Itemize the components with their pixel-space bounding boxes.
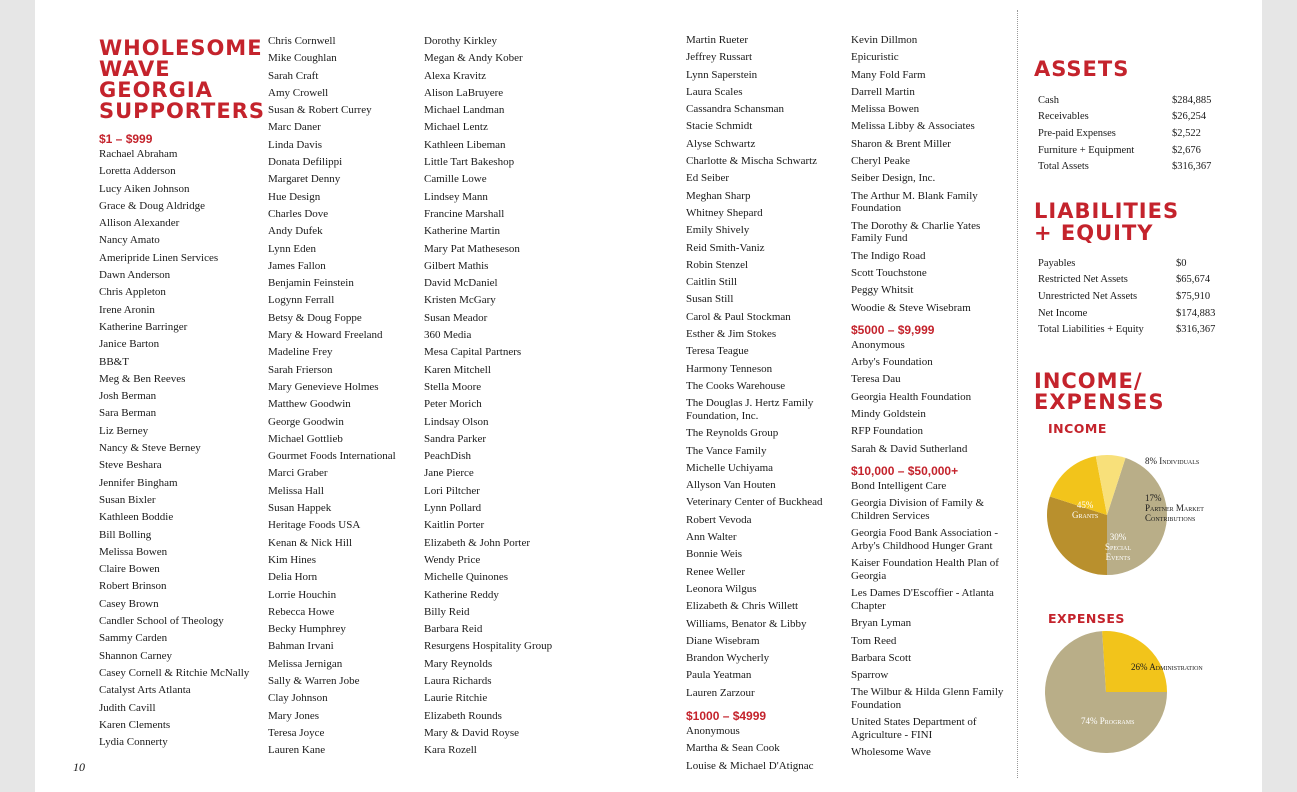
name-list (851, 337, 1011, 458)
supporter-name: Arby's Foundation (851, 356, 933, 369)
label-programs: 74% Programs (1081, 716, 1135, 726)
supporter-name: Elizabeth & John Porter (424, 536, 531, 549)
supporter-name: Nancy Amato (99, 234, 160, 247)
supporter-name: Judith Cavill (99, 701, 156, 714)
supporter-name: Louise & Michael D'Atignac (686, 759, 814, 772)
supporter-name: The Douglas J. Hertz Family Foundation, Inc. (686, 397, 814, 422)
financial-label: Furniture + Equipment (1038, 144, 1135, 156)
financial-label: Total Assets (1038, 161, 1089, 173)
supporter-name: Ed Seiber (686, 172, 730, 185)
supporter-name: Katherine Martin (424, 225, 501, 238)
supporter-name: Janice Barton (99, 338, 160, 351)
supporter-name: Francine Marshall (424, 207, 505, 220)
heading-line: INCOME/ (1034, 369, 1143, 393)
name-list (686, 32, 844, 702)
supporter-name: Paula Yeatman (686, 669, 752, 682)
supporter-name: Casey Cornell & Ritchie McNally (99, 666, 250, 679)
supporter-name: Laura Scales (686, 85, 743, 98)
label-line: Special (1105, 542, 1132, 552)
name-list (851, 478, 1011, 762)
supporters-column-4 (686, 32, 844, 775)
supporter-name: Kenan & Nick Hill (268, 536, 353, 549)
supporter-name: Susan Still (686, 293, 734, 306)
supporter-name: Chris Cornwell (268, 35, 336, 47)
supporter-name: Barbara Scott (851, 651, 912, 664)
financial-row (1034, 255, 1215, 272)
supporter-name: Teresa Teague (686, 345, 749, 358)
supporter-name: Anonymous (686, 724, 740, 737)
financial-value: $174,883 (1176, 307, 1216, 319)
supporter-name: George Goodwin (268, 415, 344, 428)
label-line: 17% (1145, 493, 1162, 503)
label-line: Partner Market (1145, 503, 1204, 513)
supporter-name: Candler School of Theology (99, 615, 224, 628)
supporter-name: Sparrow (851, 669, 889, 682)
supporter-name: James Fallon (268, 259, 326, 272)
supporter-name: Reid Smith-Vaniz (686, 241, 765, 254)
financial-value: $2,522 (1172, 127, 1201, 139)
supporter-name: Susan Happek (268, 502, 332, 515)
financial-value: $316,367 (1176, 324, 1216, 336)
supporter-name: Robin Stenzel (686, 258, 749, 271)
supporter-name: Lori Piltcher (424, 484, 480, 497)
label-line: Contributions (1145, 513, 1196, 523)
financial-value: $316,367 (1172, 161, 1212, 173)
title-line: WAVE (99, 57, 171, 81)
report-page (35, 0, 1262, 792)
supporter-name: Bonnie Weis (686, 548, 743, 561)
supporter-name: United States Department of Agriculture - FINI (851, 716, 977, 741)
supporter-name: Michelle Quinones (424, 571, 509, 584)
supporter-name: Madeline Frey (268, 346, 333, 359)
supporter-name: Lucy Aiken Johnson (99, 182, 190, 195)
supporter-name: Mary Pat Matheseson (424, 242, 520, 255)
supporter-name: Bahman Irvani (268, 640, 334, 653)
supporter-name: Esther & Jim Stokes (686, 328, 777, 341)
supporter-name: Nancy & Steve Berney (99, 442, 201, 455)
label-line: Grants (1072, 510, 1099, 520)
supporter-name: Camille Lowe (424, 173, 487, 186)
supporter-name: Susan Bixler (99, 493, 156, 506)
supporter-name: Little Tart Bakeshop (424, 156, 515, 169)
title-line: GEORGIA (99, 78, 213, 102)
supporter-name: Williams, Benator & Libby (686, 617, 807, 630)
supporter-name: Margaret Denny (268, 173, 341, 186)
financial-label: Total Liabilities + Equity (1038, 324, 1144, 336)
assets-heading: ASSETS (1034, 57, 1130, 81)
supporter-name: Les Dames D'Escoffier - Atlanta Chapter (851, 587, 994, 612)
supporter-name: Lynn Pollard (424, 502, 482, 515)
supporter-name: Michael Lentz (424, 121, 488, 134)
supporter-name: Mike Coughlan (268, 52, 337, 65)
supporter-name: Whitney Shepard (686, 206, 763, 219)
financial-row (1034, 92, 1211, 109)
supporter-name: Becky Humphrey (268, 623, 346, 636)
supporter-name: Georgia Health Foundation (851, 390, 972, 403)
supporter-name: Mary & David Royse (424, 726, 520, 739)
financial-value: $75,910 (1176, 290, 1211, 302)
supporter-name: Marci Graber (268, 467, 328, 480)
supporter-name: Allison Alexander (99, 217, 180, 230)
financial-row (1034, 109, 1211, 126)
supporter-name: Mary & Howard Freeland (268, 329, 383, 342)
supporter-name: Megan & Andy Kober (424, 52, 523, 65)
supporter-name: Dawn Anderson (99, 269, 171, 282)
supporter-name: RFP Foundation (851, 425, 924, 438)
supporter-name: Darrell Martin (851, 85, 915, 98)
supporter-name: Meghan Sharp (686, 189, 751, 202)
supporter-name: Betsy & Doug Foppe (268, 311, 362, 324)
supporter-name: Cassandra Schansman (686, 103, 785, 116)
supporter-name: Carol & Paul Stockman (686, 310, 791, 323)
supporter-name: Georgia Division of Family & Children Services (851, 497, 985, 522)
supporter-name: Stella Moore (424, 380, 482, 393)
supporter-name: Liz Berney (99, 424, 149, 437)
supporter-name: Robert Brinson (99, 580, 167, 593)
supporter-name: Peter Morich (424, 398, 482, 411)
financial-row (1034, 321, 1215, 338)
financial-row (1034, 125, 1211, 142)
column-divider (1017, 10, 1018, 778)
supporter-name: Delia Horn (268, 571, 318, 584)
supporter-name: Hue Design (268, 190, 321, 203)
supporter-name: Teresa Dau (851, 373, 901, 386)
heading-line: + EQUITY (1034, 221, 1154, 245)
supporter-name: Caitlin Still (686, 276, 738, 289)
supporter-name: Tom Reed (851, 634, 897, 647)
supporter-name: Michael Gottlieb (268, 432, 343, 445)
supporter-name: Wendy Price (424, 553, 481, 566)
supporter-name: Sammy Carden (99, 632, 168, 645)
supporter-name: Peggy Whitsit (851, 284, 914, 297)
supporter-name: Benjamin Feinstein (268, 277, 354, 290)
title-line: WHOLESOME (99, 36, 263, 60)
supporter-name: Gilbert Mathis (424, 259, 489, 272)
supporter-name: Emily Shively (686, 224, 750, 237)
supporter-name: Karen Clements (99, 719, 171, 731)
name-list (424, 33, 594, 759)
supporter-name: Katherine Barringer (99, 320, 188, 333)
supporter-name: Elizabeth Rounds (424, 709, 502, 722)
supporter-name: Melissa Hall (268, 484, 324, 497)
supporter-name: Lindsay Olson (424, 415, 489, 428)
supporter-name: Marc Daner (268, 121, 321, 134)
financial-value: $284,885 (1172, 94, 1212, 106)
supporters-column-1 (99, 132, 269, 752)
supporter-name: Sally & Warren Jobe (268, 674, 360, 687)
supporter-name: Jeffrey Russart (686, 51, 753, 64)
supporter-name: The Cooks Warehouse (686, 379, 786, 392)
liabilities-table (1034, 255, 1215, 338)
supporter-name: The Reynolds Group (686, 427, 779, 440)
supporter-name: Donata Defilippi (268, 156, 343, 169)
financial-row (1034, 142, 1211, 159)
financial-row (1034, 305, 1215, 322)
supporter-name: Kathleen Boddie (99, 511, 174, 524)
supporter-name: The Wilbur & Hilda Glenn Family Foundation (851, 686, 1004, 711)
supporter-name: Sandra Parker (424, 432, 487, 445)
supporter-name: Loretta Adderson (99, 165, 176, 178)
supporter-name: Georgia Food Bank Association - Arby's Childhood Hunger Grant (851, 527, 999, 552)
supporter-name: Sara Berman (99, 407, 157, 420)
financial-label: Unrestricted Net Assets (1038, 290, 1138, 302)
label-special-events (1105, 532, 1131, 562)
supporter-name: Logynn Ferrall (268, 294, 335, 307)
supporter-name: Sarah Craft (268, 69, 319, 82)
heading-line: LIABILITIES (1034, 199, 1180, 223)
supporter-name: Lydia Connerty (99, 736, 168, 749)
supporter-name: Gourmet Foods International (268, 450, 396, 463)
page-number: 10 (73, 760, 85, 774)
financial-label: Receivables (1038, 111, 1089, 123)
supporter-name: Lauren Zarzour (686, 686, 755, 699)
supporter-name: Melissa Jernigan (268, 657, 343, 670)
tier-heading: $10,000 – $50,000+ (851, 463, 959, 478)
supporter-name: Melissa Bowen (99, 545, 168, 558)
financial-value: $0 (1176, 257, 1187, 269)
supporter-name: Alexa Kravitz (424, 69, 486, 82)
supporter-name: Harmony Tenneson (686, 362, 773, 375)
supporter-name: Kaitlin Porter (424, 519, 485, 532)
supporter-name: Matthew Goodwin (268, 398, 351, 411)
label-administration: 26% Administration (1131, 662, 1203, 672)
label-partner-market (1145, 493, 1204, 523)
supporter-name: Rebecca Howe (268, 605, 335, 618)
financial-label: Cash (1038, 94, 1059, 106)
supporter-name: Claire Bowen (99, 563, 160, 576)
tier-heading: $1000 – $4999 (686, 708, 767, 723)
supporter-name: Charles Dove (268, 207, 329, 220)
supporter-name: Dorothy Kirkley (424, 35, 498, 47)
supporter-name: Clay Johnson (268, 692, 328, 705)
supporter-name: Stacie Schmidt (686, 120, 753, 133)
supporter-name: Elizabeth & Chris Willett (686, 600, 799, 613)
supporter-name: Katherine Reddy (424, 588, 499, 601)
supporter-name: Michelle Uchiyama (686, 461, 774, 474)
supporter-name: Barbara Reid (424, 623, 483, 636)
supporters-column-2 (268, 33, 438, 759)
supporter-name: Laura Richards (424, 674, 492, 687)
name-list (268, 33, 438, 759)
supporter-name: Sarah & David Sutherland (851, 442, 968, 455)
financial-value: $26,254 (1172, 111, 1207, 123)
supporter-name: Linda Davis (268, 138, 323, 151)
supporter-name: Scott Touchstone (851, 266, 927, 279)
supporter-name: Chris Appleton (99, 286, 166, 299)
supporter-name: Teresa Joyce (268, 726, 325, 739)
supporter-name: Bryan Lyman (851, 617, 912, 630)
financial-row (1034, 288, 1215, 305)
supporter-name: Josh Berman (99, 390, 157, 403)
supporters-column-3 (424, 33, 594, 759)
supporter-name: Kevin Dillmon (851, 34, 918, 46)
supporter-name: Renee Weller (686, 565, 746, 578)
liabilities-heading (1034, 200, 1179, 244)
supporter-name: Seiber Design, Inc. (851, 172, 936, 185)
supporter-name: Allyson Van Houten (686, 479, 776, 492)
supporter-name: Karen Mitchell (424, 363, 491, 376)
financial-label: Net Income (1038, 307, 1088, 319)
supporter-name: Kim Hines (268, 553, 316, 566)
supporter-name: Martha & Sean Cook (686, 742, 780, 755)
supporter-name: Kara Rozell (424, 744, 477, 757)
assets-table (1034, 92, 1211, 175)
supporter-name: Charlotte & Mischa Schwartz (686, 155, 818, 168)
label-grants (1072, 500, 1098, 520)
financial-label: Payables (1038, 257, 1076, 269)
financial-value: $65,674 (1176, 274, 1211, 286)
tier-heading: $1 – $999 (99, 132, 153, 146)
title-line: SUPPORTERS (99, 99, 266, 123)
supporter-name: Susan & Robert Currey (268, 104, 372, 117)
label-line: Events (1105, 552, 1131, 562)
supporter-name: Bill Bolling (99, 528, 152, 541)
supporter-name: Resurgens Hospitality Group (424, 640, 553, 653)
supporter-name: Alison LaBruyere (424, 86, 504, 99)
supporter-name: Lynn Eden (268, 242, 316, 255)
supporter-name: Ann Walter (686, 531, 737, 544)
supporter-name: The Dorothy & Charlie Yates Family Fund (851, 219, 981, 245)
supporter-name: Sharon & Brent Miller (851, 137, 951, 150)
supporter-name: Lauren Kane (268, 744, 326, 757)
supporters-column-5 (851, 32, 1011, 762)
supporter-name: Anonymous (851, 338, 905, 351)
financial-label: Pre-paid Expenses (1038, 127, 1116, 139)
supporter-name: Andy Dufek (268, 225, 323, 238)
supporter-name: Meg & Ben Reeves (99, 372, 186, 385)
supporter-name: Jennifer Bingham (99, 476, 178, 489)
supporter-name: Lorrie Houchin (268, 588, 337, 601)
supporter-name: Epicuristic (851, 51, 899, 64)
supporter-name: BB&T (99, 355, 129, 368)
label-individuals: 8% Individuals (1145, 456, 1200, 466)
supporter-name: Lindsey Mann (424, 190, 488, 203)
supporter-name: Leonora Wilgus (686, 582, 757, 595)
supporter-name: Mesa Capital Partners (424, 346, 522, 359)
supporter-name: Rachael Abraham (99, 148, 178, 160)
supporter-name: Grace & Doug Aldridge (99, 199, 205, 212)
supporter-name: Veterinary Center of Buckhead (686, 496, 823, 509)
supporter-name: Mary Genevieve Holmes (268, 380, 379, 393)
supporter-name: Many Fold Farm (851, 68, 926, 81)
supporter-name: Sarah Frierson (268, 363, 333, 376)
supporter-name: Jane Pierce (424, 467, 474, 480)
name-list (851, 32, 1011, 317)
supporter-name: Irene Aronin (99, 303, 155, 316)
expenses-chart-title: EXPENSES (1048, 611, 1125, 626)
supporter-name: Catalyst Arts Atlanta (99, 684, 191, 697)
supporter-name: Diane Wisebram (686, 634, 760, 647)
supporter-name: The Indigo Road (851, 249, 926, 262)
supporter-name: Mindy Goldstein (851, 408, 926, 421)
supporter-name: 360 Media (424, 329, 472, 342)
supporter-name: Amy Crowell (268, 86, 329, 99)
supporter-name: Heritage Foods USA (268, 519, 361, 532)
income-chart-title: INCOME (1048, 421, 1107, 436)
label-line: 45% (1076, 500, 1094, 510)
label-line: 30% (1109, 532, 1127, 542)
supporter-name: Casey Brown (99, 597, 159, 610)
supporter-name: David McDaniel (424, 277, 498, 290)
supporter-name: PeachDish (424, 450, 472, 463)
financial-row (1034, 158, 1211, 175)
supporter-name: Billy Reid (424, 605, 470, 618)
supporter-name: Cheryl Peake (851, 155, 910, 168)
supporter-name: Brandon Wycherly (686, 652, 770, 665)
income-expenses-heading (1034, 371, 1164, 413)
supporters-title (99, 38, 265, 122)
financial-row (1034, 272, 1215, 289)
supporter-name: Lynn Saperstein (686, 68, 758, 81)
supporter-name: Melissa Bowen (851, 103, 920, 116)
supporter-name: Woodie & Steve Wisebram (851, 301, 971, 314)
supporter-name: Mary Jones (268, 709, 320, 722)
name-list (686, 723, 844, 775)
supporter-name: Wholesome Wave (851, 746, 931, 759)
supporter-name: The Vance Family (686, 444, 767, 457)
supporter-name: Kathleen Libeman (424, 138, 506, 151)
financial-value: $2,676 (1172, 144, 1201, 156)
supporter-name: Ameripride Linen Services (99, 251, 219, 264)
supporter-name: Mary Reynolds (424, 657, 493, 670)
supporter-name: Melissa Libby & Associates (851, 120, 975, 133)
tier-heading: $5000 – $9,999 (851, 322, 935, 337)
supporter-name: Michael Landman (424, 104, 505, 117)
supporter-name: Kaiser Foundation Health Plan of Georgia (851, 557, 999, 582)
supporter-name: Kristen McGary (424, 294, 496, 307)
supporter-name: Shannon Carney (99, 649, 173, 662)
heading-line: EXPENSES (1034, 390, 1165, 414)
expenses-pie-chart (1040, 625, 1190, 760)
supporter-name: Steve Beshara (99, 459, 162, 472)
supporter-name: The Arthur M. Blank Family Foundation (851, 189, 978, 215)
supporter-name: Martin Rueter (686, 34, 749, 46)
financial-label: Restricted Net Assets (1038, 274, 1128, 286)
supporter-name: Alyse Schwartz (686, 137, 756, 150)
supporter-name: Robert Vevoda (686, 513, 752, 526)
supporter-name: Laurie Ritchie (424, 692, 488, 705)
supporter-name: Bond Intelligent Care (851, 479, 947, 492)
supporter-name: Susan Meador (424, 311, 488, 324)
name-list (99, 146, 269, 752)
